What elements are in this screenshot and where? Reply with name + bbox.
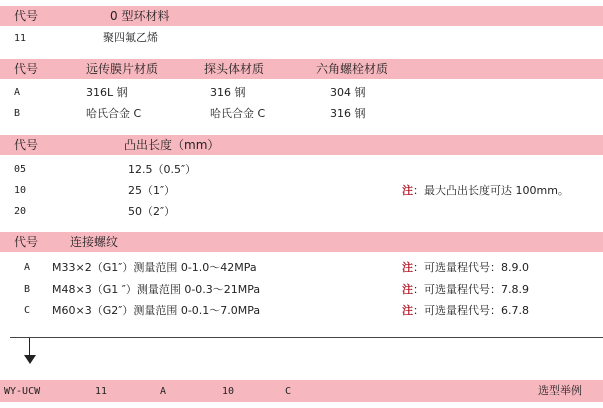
length-code-header: 代号 (14, 138, 39, 152)
length-note-label: 注 (402, 184, 413, 197)
arrow-down-icon-stem (29, 338, 30, 356)
arrow-down-icon (24, 355, 36, 364)
wetted-row-a-bolt: 304 钢 (330, 86, 366, 99)
thread-code-header: 代号 (14, 235, 39, 249)
wetted-row-b-code: B (14, 108, 21, 119)
thread-row-a-note (402, 261, 529, 275)
length-note-text: ：最大凸出长度可达 100mm。 (413, 184, 569, 197)
wetted-row-b-probe: 哈氏合金 C (210, 107, 266, 120)
wetted-probe-header: 探头体材质 (204, 62, 265, 76)
wetted-row-a-probe: 316 钢 (210, 86, 246, 99)
length-title: 凸出长度（mm） (124, 138, 220, 152)
thread-row-a-note-text: ：可选量程代号：8.9.0 (413, 261, 529, 274)
oring-code-header: 代号 (14, 9, 39, 23)
length-header-band (0, 135, 603, 155)
wetted-code-header: 代号 (14, 62, 39, 76)
thread-row-b-note-label: 注 (402, 283, 413, 296)
oring-title: 0 型环材料 (110, 9, 170, 23)
thread-row-c-code: C (24, 305, 31, 316)
thread-row-b-note (402, 283, 529, 297)
wetted-row-a-diaphragm: 316L 钢 (86, 86, 128, 99)
thread-row-a-code: A (24, 262, 31, 273)
thread-row-b-code: B (24, 284, 31, 295)
divider-line (10, 337, 603, 338)
length-row-20-value: 50（2″） (128, 205, 176, 218)
oring-header-band (0, 6, 603, 26)
example-length: 10 (222, 386, 235, 397)
length-row-05-code: 05 (14, 164, 27, 175)
example-label: 选型举例 (538, 384, 582, 397)
oring-row-value: 聚四氟乙烯 (103, 31, 158, 44)
example-model: WY-UCW (4, 386, 41, 397)
example-thread: C (285, 386, 292, 397)
example-wetted: A (160, 386, 167, 397)
thread-row-a-note-label: 注 (402, 261, 413, 274)
wetted-bolt-header: 六角螺栓材质 (316, 62, 389, 76)
thread-row-c-note-text: ：可选量程代号：6.7.8 (413, 304, 529, 317)
length-row-05-value: 12.5（0.5″） (128, 163, 197, 176)
example-material: 11 (95, 386, 108, 397)
oring-row-code: 11 (14, 33, 27, 44)
wetted-diaphragm-header: 远传膜片材质 (86, 62, 159, 76)
length-row-10-code: 10 (14, 185, 27, 196)
length-row-20-code: 20 (14, 206, 27, 217)
thread-row-c-value: M60×3（G2″）测量范围 0-0.1～7.0MPa (52, 304, 261, 317)
wetted-row-b-diaphragm: 哈氏合金 C (86, 107, 142, 120)
length-row-10-value: 25（1″） (128, 184, 176, 197)
example-band (0, 380, 603, 402)
thread-row-b-note-text: ：可选量程代号：7.8.9 (413, 283, 529, 296)
thread-row-c-note (402, 304, 529, 318)
wetted-row-a-code: A (14, 87, 21, 98)
thread-row-b-value: M48×3（G1 ″）测量范围 0-0.3～21MPa (52, 283, 261, 296)
thread-title: 连接螺纹 (70, 235, 119, 249)
thread-row-c-note-label: 注 (402, 304, 413, 317)
thread-row-a-value: M33×2（G1″）测量范围 0-1.0～42MPa (52, 261, 257, 274)
length-note (402, 184, 569, 198)
wetted-row-b-bolt: 316 钢 (330, 107, 366, 120)
